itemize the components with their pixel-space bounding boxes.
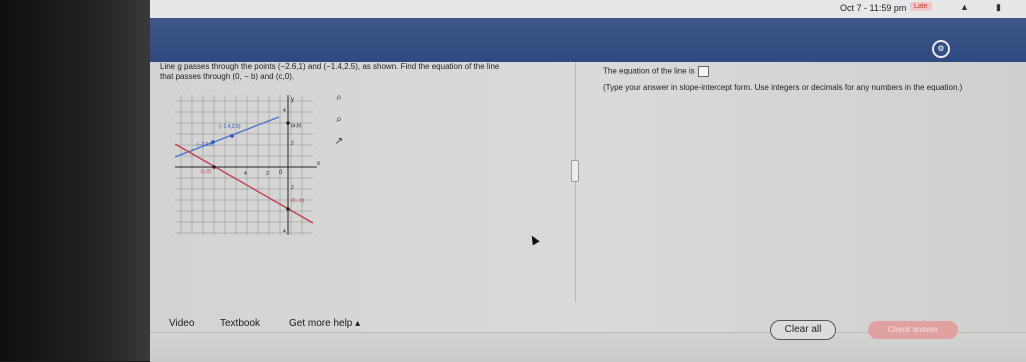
check-answer-button[interactable]: Check answer <box>868 321 958 339</box>
tick-label-7: 4 <box>283 229 286 235</box>
question-line-2: that passes through (0, − b) and (c,0). <box>160 72 295 81</box>
zoom-out-icon[interactable]: ⌕ <box>336 114 342 125</box>
screen-bezel <box>0 0 150 361</box>
due-date-time: Oct 7 - 11:59 pm <box>840 3 907 13</box>
point-label-5: (0,−b) <box>291 198 305 204</box>
get-more-help-menu[interactable]: Get more help ▴ <box>289 318 361 329</box>
settings-gear-icon[interactable]: ⚙ <box>932 40 950 58</box>
tick-label-4: 2 <box>266 171 269 177</box>
tick-label-1: 4 <box>283 108 286 114</box>
tick-label-6: 2 <box>291 185 294 191</box>
bottom-toolbar <box>150 318 1026 362</box>
status-bar <box>150 0 1026 18</box>
question-text <box>160 62 580 82</box>
clear-all-button[interactable]: Clear all <box>770 320 836 340</box>
answer-prompt: The equation of the line is <box>603 66 695 76</box>
tick-label-5: 0 <box>279 170 283 176</box>
bookmark-icon: ▮ <box>996 2 1001 12</box>
point-c0 <box>212 165 216 169</box>
question-area <box>150 62 1026 332</box>
point-label-4: (c,0) <box>201 169 211 175</box>
late-badge: Late <box>910 2 932 11</box>
graph-tools <box>333 92 345 158</box>
point-g-2 <box>230 134 234 138</box>
point-label-1: (−1.4,2.5) <box>219 124 241 130</box>
zoom-in-icon[interactable]: ⌕ <box>336 92 342 103</box>
textbook-link[interactable]: Textbook <box>220 318 261 329</box>
y-axis-label: y <box>291 97 294 103</box>
answer-prompt-row <box>603 66 963 77</box>
pane-resize-handle[interactable] <box>571 160 579 182</box>
x-axis-label: x <box>317 161 320 167</box>
tick-label-3: 4 <box>244 171 247 177</box>
pane-divider <box>575 62 576 302</box>
answer-panel <box>603 66 963 93</box>
popout-icon[interactable]: ↗ <box>334 136 344 147</box>
answer-instruction: (Type your answer in slope-intercept form. Use integers or decimals for any numbers in the equation.) <box>603 83 963 92</box>
question-line-1: Line g passes through the points (−2.6,1) and (−1.4,2.5), as shown. Find the equation of the line <box>160 62 500 71</box>
point-ab <box>286 121 290 125</box>
answer-input[interactable] <box>698 66 709 77</box>
point-0b <box>286 207 290 211</box>
coordinate-graph <box>175 95 325 263</box>
point-label-2: (−2.6,1) <box>197 142 215 148</box>
tick-label-2: 2 <box>291 141 294 147</box>
video-link[interactable]: Video <box>169 318 195 329</box>
point-label-3: (a,b) <box>291 123 302 129</box>
grid <box>175 95 313 235</box>
app-header <box>150 18 1026 62</box>
person-icon: ▲ <box>960 2 969 12</box>
